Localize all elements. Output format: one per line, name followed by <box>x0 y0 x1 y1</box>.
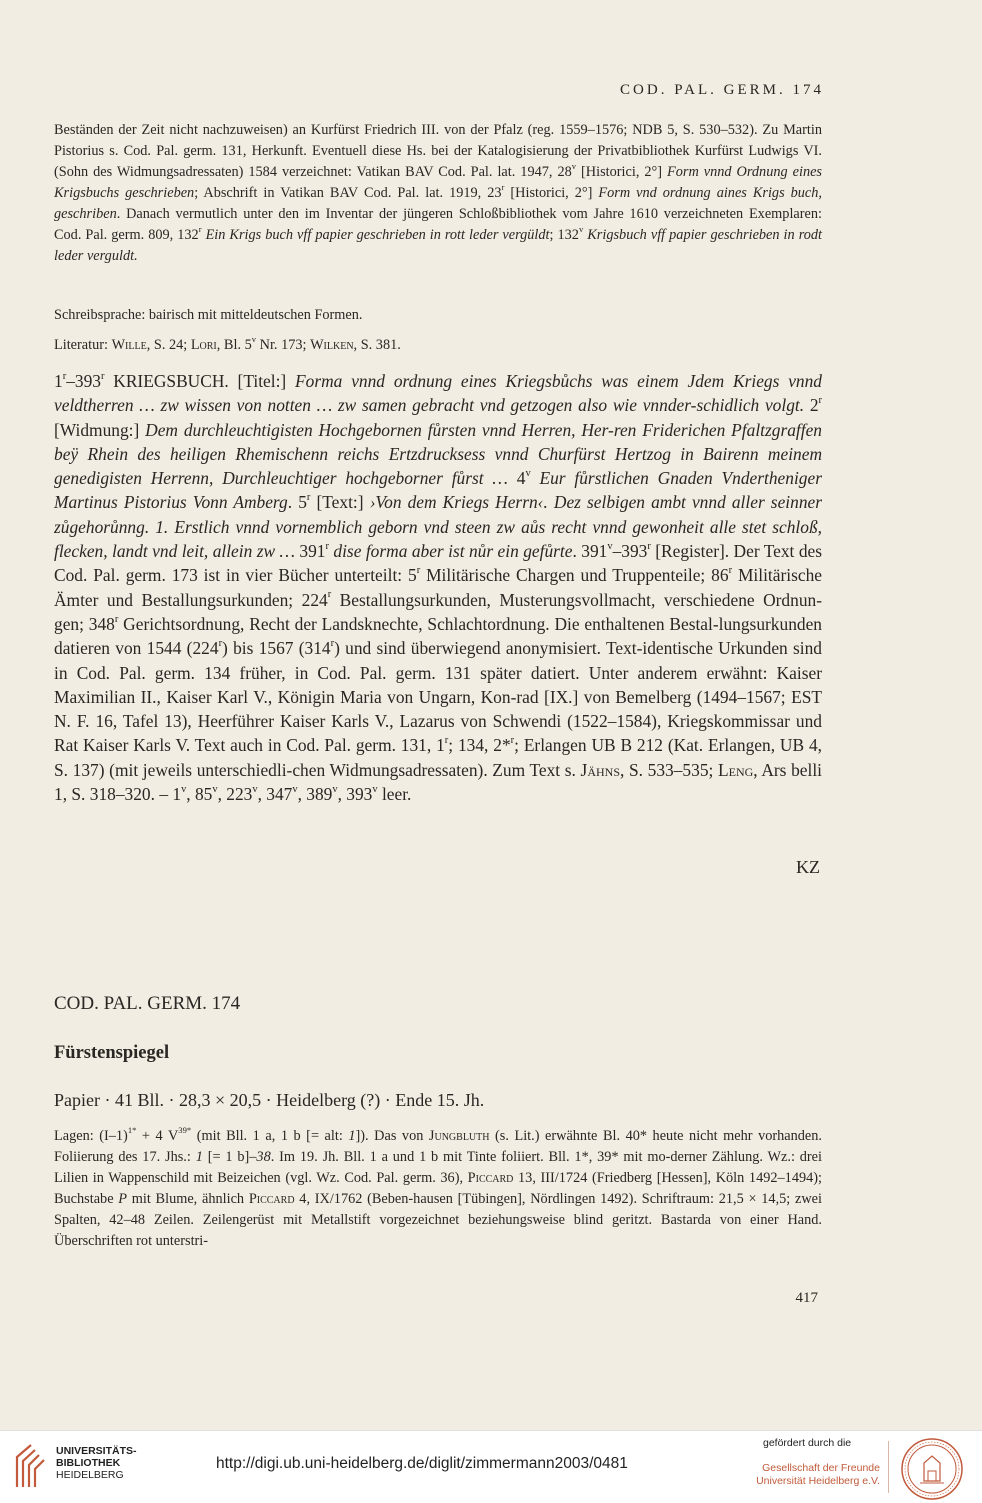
digitization-footer <box>0 1430 982 1503</box>
permalink-url[interactable]: http://digi.ub.uni-heidelberg.de/diglit/zimmermann2003/0481 <box>216 1455 628 1472</box>
content-description: 1$^r$–393$^r$ KRIEGSBUCH. [Titel:] Forma vnnd ordnung eines Kriegsbůchs was einem Jdem Kriegs vnnd veldtherren … zw wissen von notten … zw samen gebracht vnd getzogen also wie vnnder-schidlich volgt. 2$^r$ [Widmung:] Dem durchleuchtigisten Hochgebornen fůrsten vnnd Herren, Her-ren Friderichen Pfaltzgraffen beÿ Rhein des heiligen Rhemischenn reichs Ertzdrucksess vnnd Churfürst Hertzog in Bairenn meinem genedigisten Herrenn, Durchleuchtiger hochgeborner fůrst … 4$^v$ Eur fůrstlichen Gnaden Vndertheniger Martinus Pistorius Vonn Amberg. 5$^r$ [Text:] ›Von dem Kriegs Herrn‹. Dez selbigen ambt vnnd aller seinner zůgehorůnng. 1. Erstlich vnnd vornemblich geborn vnd steen zw aůs recht vnnd gewonheit alle stet schloß, flecken, landt vnd leit, allein zw … 391$^r$ dise forma aber ist nůr ein gefůrte. 391$^v$–393$^r$ [Register]. Der Text des Cod. Pal. germ. 173 ist in vier Bücher unterteilt: 5$^r$ Militärische Chargen und Truppenteile; 86$^r$ Militärische Ämter und Bestallungsurkunden; 224$^r$ Bestallungsurkunden, Musterungsvollmacht, verschiedene Ordnun-gen; 348$^r$ Gerichtsordnung, Recht der Landsknechte, Schlachtordnung. Die enthaltenen Bestal-lungsurkunden datieren von 1544 (224$^r$) bis 1567 (314$^r$) und sind überwiegend anonymisiert. Text-identische Urkunden sind in Cod. Pal. germ. 134 früher, in Cod. Pal. germ. 131 später datiert. Unter anderem erwähnt: Kaiser Maximilian II., Kaiser Karl V., Königin Maria von Ungarn, Kon-rad [IX.] von Bemelberg (1494–1567; EST N. F. 16, Tafel 13), Heerführer Kaiser Karls V., Lazarus von Schwendi (1522–1584), Kriegskommissar und Rat Kaiser Karls V. Text auch in Cod. Pal. germ. 131, 1$^r$; 134, 2*$^r$; Erlangen UB B 212 (Kat. Erlangen, UB 4, S. 137) (mit jeweils unterschiedli-chen Widmungsadressaten). Zum Text s. Jähns, S. 533–535; Leng, Ars belli 1, S. 318–320. – 1$^v$, 85$^v$, 223$^v$, 347$^v$, 389$^v$, 393$^v$ leer. <box>54 370 823 805</box>
university-seal-icon <box>900 1437 964 1501</box>
codex-specs: Papier · 41 Bll. · 28,3 × 20,5 · Heidelberg (?) · Ende 15. Jh. <box>54 1090 485 1110</box>
lagen-paragraph: Lagen: $(I-1)^{1*} + 4$ $V^{39*}$ (mit Bll. 1 a, 1 b [= alt: 1]). Das von Jungbluth (s. Lit.) erwähnte Bl. 40* heute nicht mehr vorhanden. Foliierung des 17. Jhs.: 1 [= 1 b]–38. Im 19. Jh. Bll. 1 a und 1 b mit Tinte foliiert. Bll. 1*, 39* mit mo-derner Zählung. Wz.: drei Lilien in Wappenschild mit Beizeichen (vgl. Wz. Cod. Pal. germ. 36), Piccard 13, III/1724 (Friedberg [Hessen], Köln 1492–1494); Buchstabe P mit Blume, ähnlich Piccard 4, IX/1762 (Beben-hausen [Tübingen], Nördlingen 1492). Schriftraum: 21,5 × 14,5; zwei Spalten, 42–48 Zeilen. Zeilengerüst mit Metallstift vorgezeichnet beziehungsweise blind geritzt. Bastarda von einer Hand. Überschriften rot unterstri- <box>54 1124 823 1249</box>
section-title: Fürstenspiegel <box>54 1043 170 1063</box>
author-signature: KZ <box>796 857 820 877</box>
schreibsprache-line: Schreibsprache: bairisch mit mitteldeutschen Formen. <box>54 307 363 323</box>
codex-title: COD. PAL. GERM. 174 <box>54 993 241 1014</box>
sponsor-label: gefördert durch die <box>763 1437 852 1449</box>
university-library-logo-icon <box>14 1443 48 1489</box>
footer-divider <box>888 1441 889 1493</box>
sponsor-name: Gesellschaft der Freunde Universität Heidelberg e.V. <box>756 1462 880 1487</box>
running-head: COD. PAL. GERM. 174 <box>620 82 824 98</box>
university-library-name: UNIVERSITÄTS- BIBLIOTHEK HEIDELBERG <box>56 1445 137 1481</box>
literatur-line: Literatur: Wille, S. 24; Lori, Bl. 5$^v$ Nr. 173; Wilken, S. 381. <box>54 333 401 353</box>
provenance-paragraph: Beständen der Zeit nicht nachzuweisen) an Kurfürst Friedrich III. von der Pfalz (reg. 1559–1576; NDB 5, S. 530–532). Zu Martin Pistorius s. Cod. Pal. germ. 131, Herkunft. Eventuell diese Hs. bei der Katalogisierung der Privatbibliothek Kurfürst Ludwigs VI. (Sohn des Widmungsadressaten) 1584 verzeichnet: Vatikan BAV Cod. Pal. lat. 1947, 28$^v$ [Historici, 2°] Form vnnd Ordnung eines Krigsbuchs geschrieben; Abschrift in Vatikan BAV Cod. Pal. lat. 1919, 23$^r$ [Historici, 2°] Form vnd ordnung aines Krigs buch, geschriben. Danach vermutlich unter den im Inventar der jüngeren Schloßbibliothek vom Jahre 1610 verzeichneten Exemplaren: Cod. Pal. germ. 809, 132$^r$ Ein Krigs buch vff papier geschrieben in rott leder vergüldt; 132$^v$ Krigsbuch vff papier geschrieben in rodt leder verguldt. <box>54 122 823 264</box>
page-number: 417 <box>795 1290 818 1306</box>
